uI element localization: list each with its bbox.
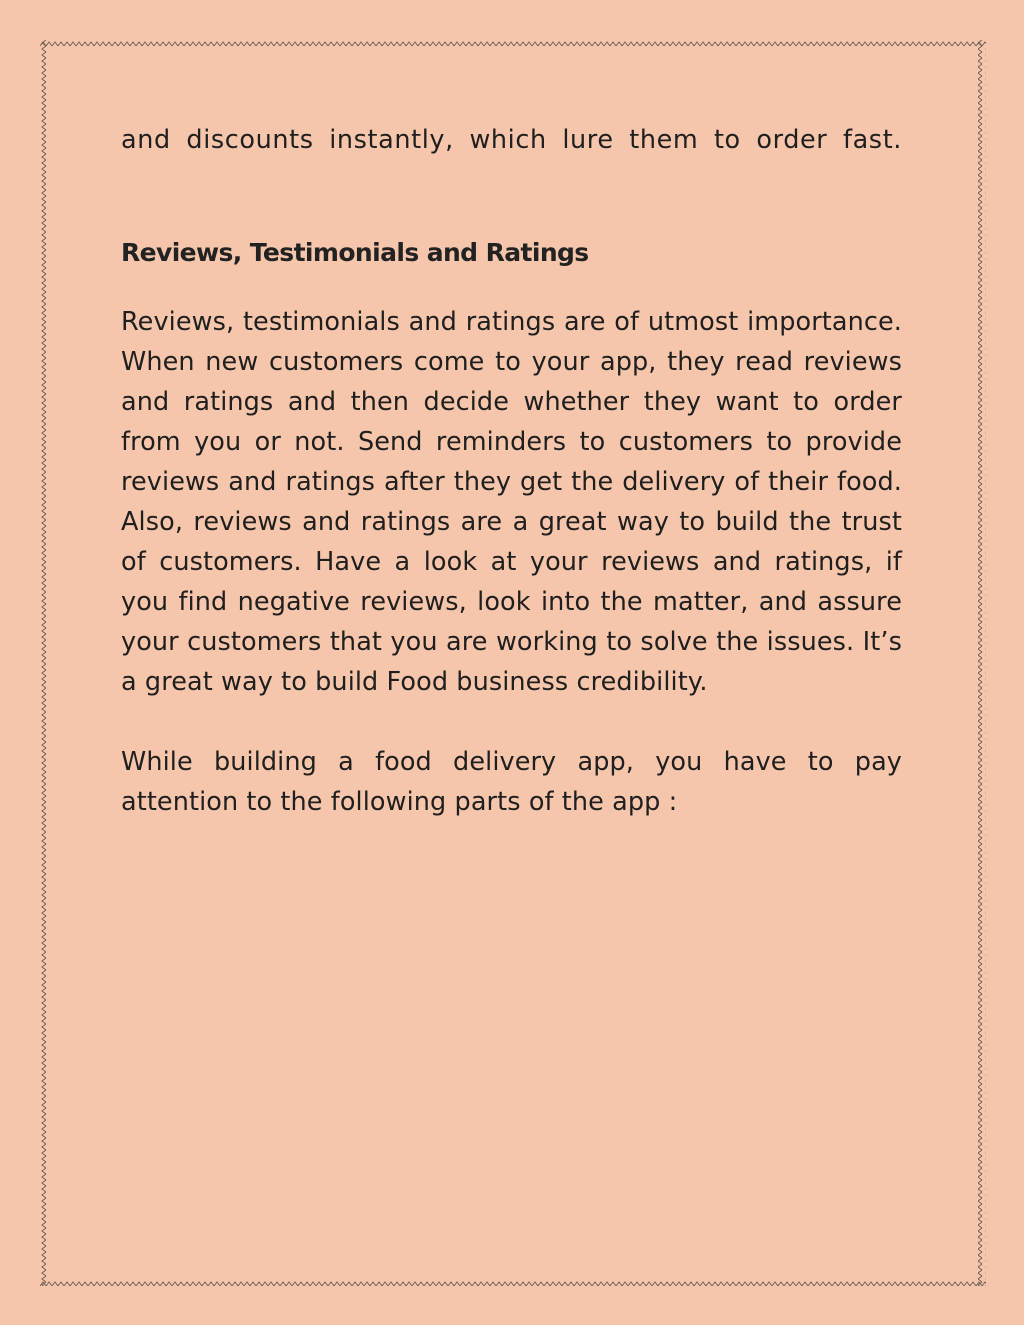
section-heading: Reviews, Testimonials and Ratings <box>121 238 589 267</box>
intro-fragment-paragraph: and discounts instantly, which lure them to order fast. <box>121 125 902 155</box>
closing-paragraph: While building a food delivery app, you have to pay attention to the following parts of the app : <box>121 747 902 817</box>
reviews-paragraph: Reviews, testimonials and ratings are of utmost importance. When new customers come to your app, they read reviews and ratings and then decide whether they want to order from you or not. Send reminders to customers to provide reviews and ratings after they get the delivery of their food. Also, reviews and ratings are a great way to build the trust of customers. Have a look at your reviews and ratings, if you find negative reviews, look into the matter, and assure your customers that you are working to solve the issues. It’s a great way to build Food business credibility. <box>121 307 902 697</box>
document-body <box>121 120 902 822</box>
